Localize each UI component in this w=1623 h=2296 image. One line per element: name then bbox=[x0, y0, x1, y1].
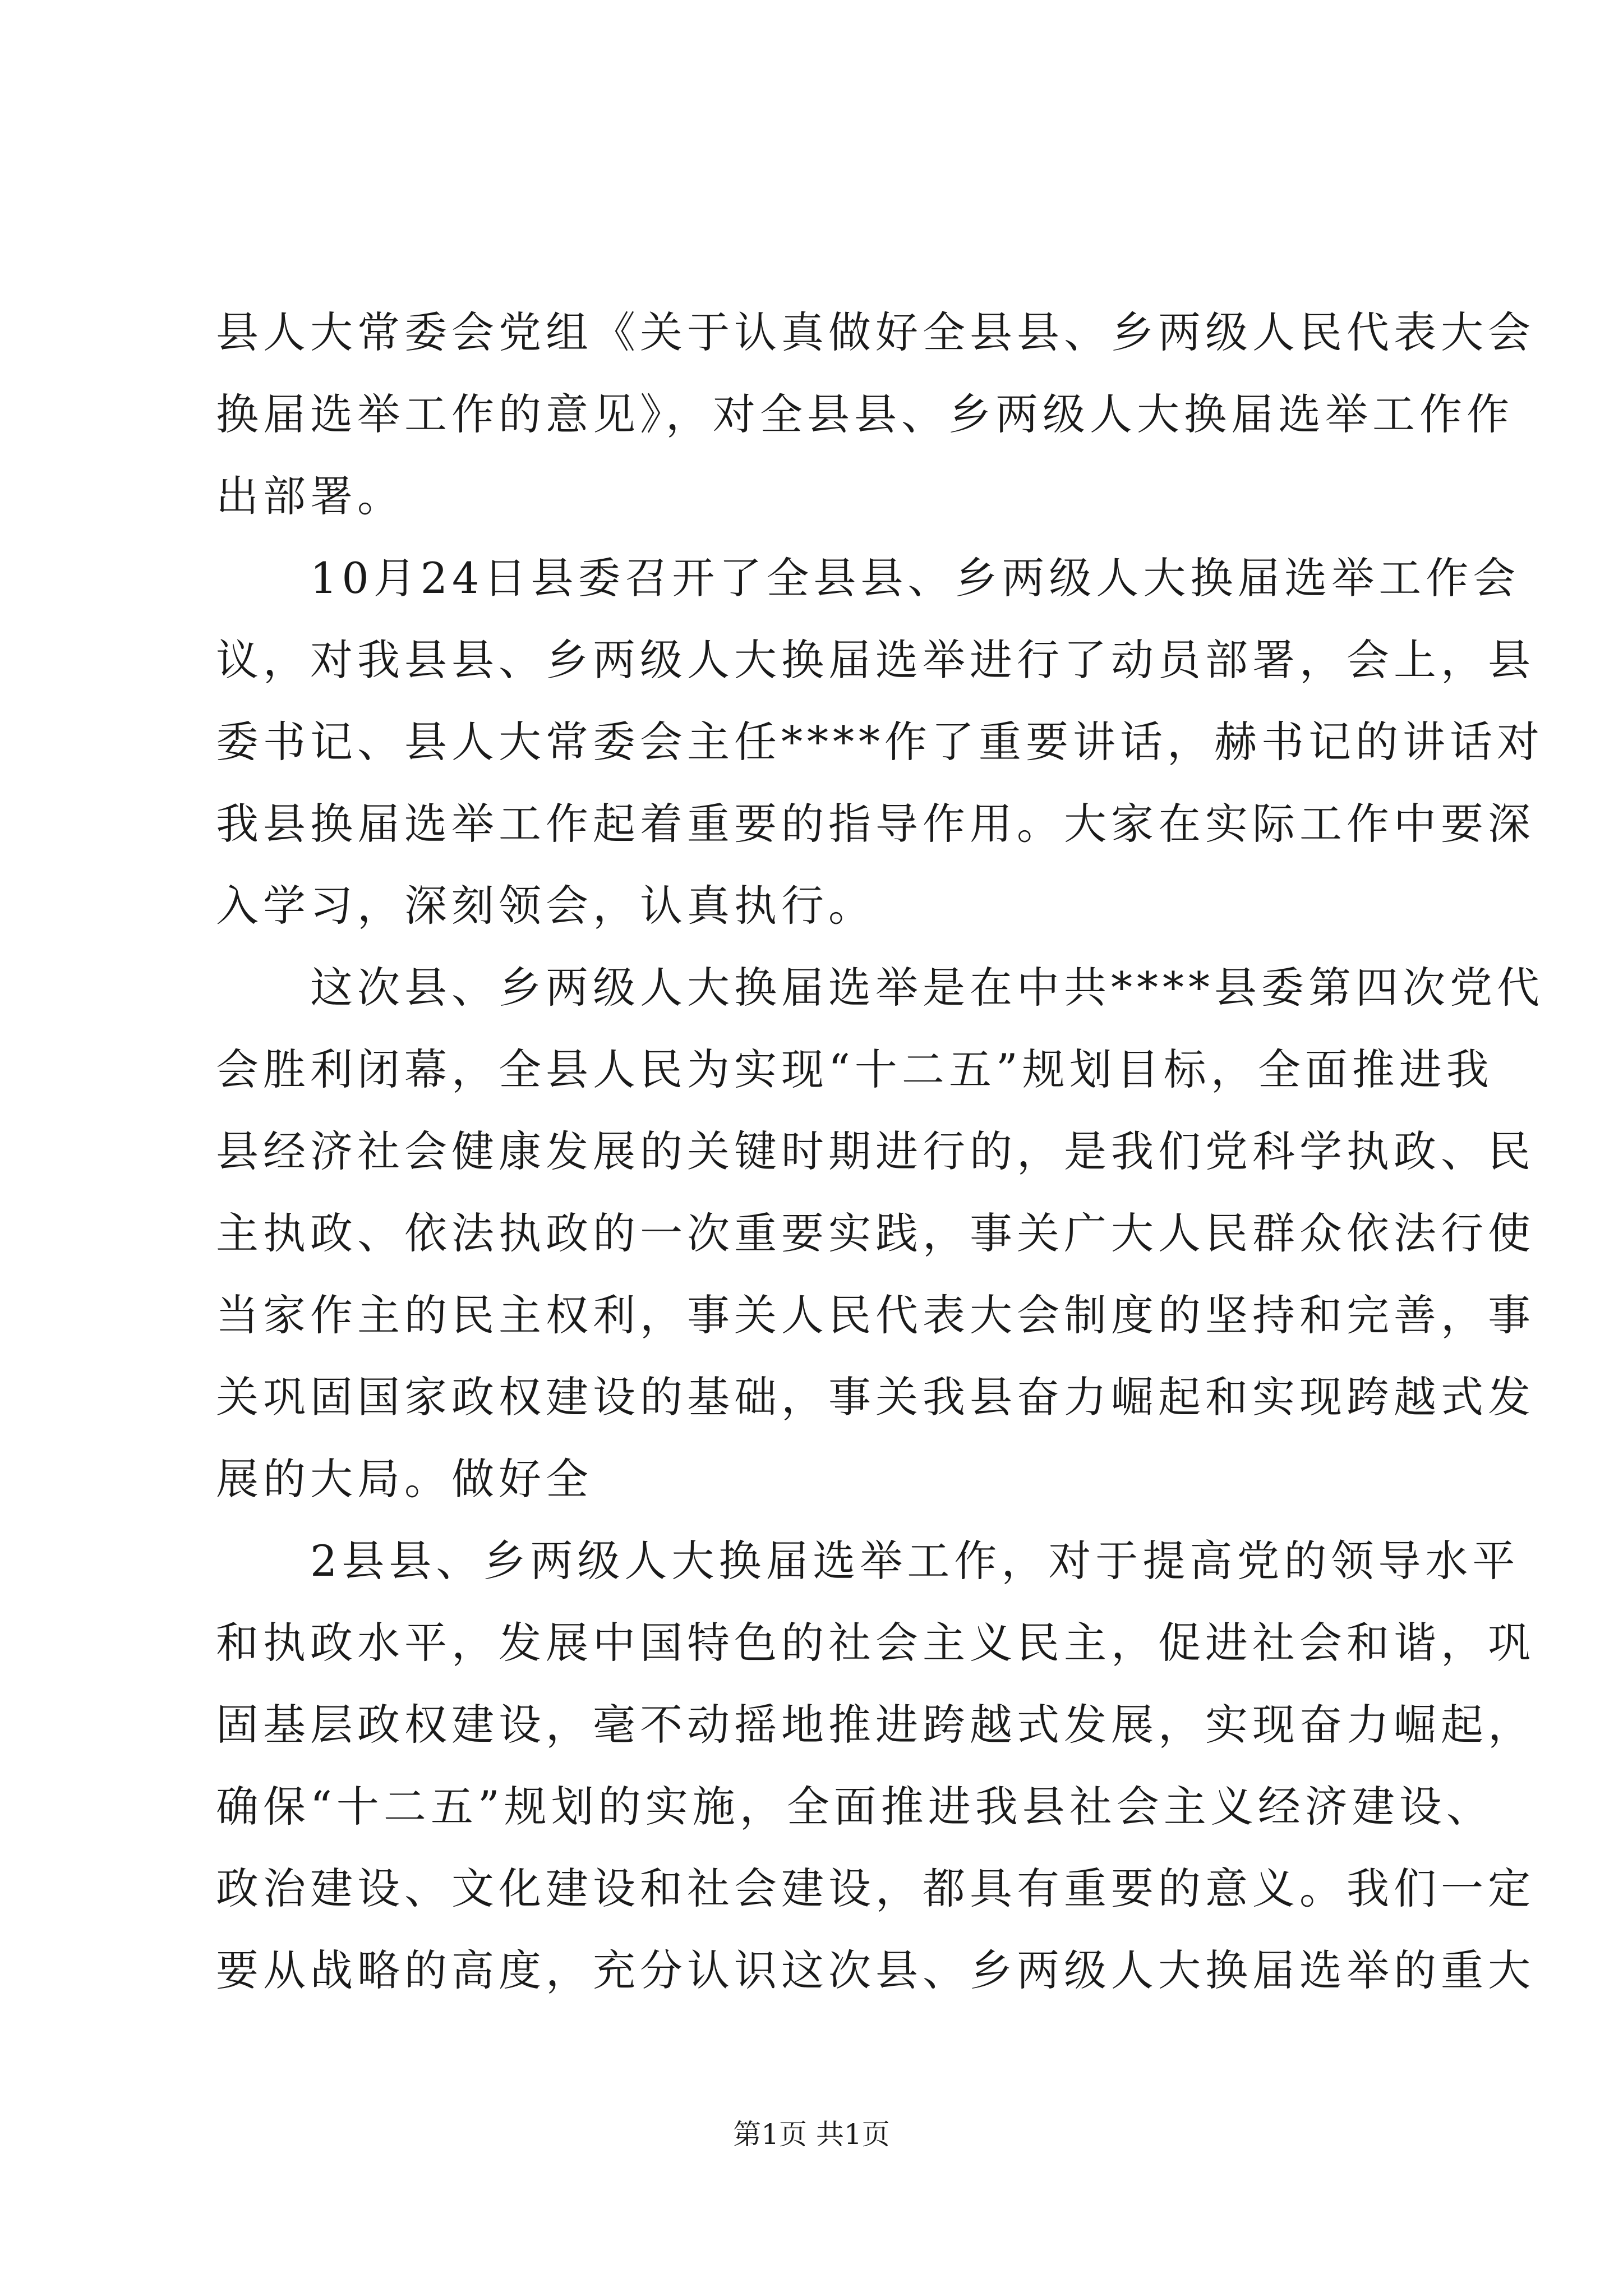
text-line: 会胜利闭幕，全县人民为实现“十二五”规划目标，全面推进我 bbox=[216, 1045, 1493, 1094]
text-line: 展的大局。做好全 bbox=[216, 1454, 593, 1504]
paragraph-first-line: 这次县、乡两级人大换届选举是在中共****县委第四次党代 bbox=[310, 963, 1544, 1013]
paragraph-first-line: 2县县、乡两级人大换届选举工作，对于提高党的领导水平 bbox=[310, 1536, 1520, 1586]
body-text bbox=[216, 292, 1544, 2012]
text-line: 主执政、依法执政的一次重要实践，事关广大人民群众依法行使 bbox=[216, 1208, 1535, 1258]
text-line: 入学习，深刻领会，认真执行。 bbox=[216, 881, 875, 931]
page-footer bbox=[0, 2115, 1623, 2154]
text-line: 固基层政权建设，毫不动摇地推进跨越式发展，实现奋力崛起， bbox=[216, 1700, 1535, 1750]
text-line: 出部署。 bbox=[216, 471, 404, 521]
text-line: 我县换届选举工作起着重要的指导作用。大家在实际工作中要深 bbox=[216, 799, 1535, 849]
text-line: 委书记、县人大常委会主任****作了重要讲话，赫书记的讲话对 bbox=[216, 717, 1544, 767]
text-line: 政治建设、文化建设和社会建设，都具有重要的意义。我们一定 bbox=[216, 1864, 1535, 1913]
page-number-label: 第1页 共1页 bbox=[733, 2118, 890, 2151]
text-line: 要从战略的高度，充分认识这次县、乡两级人大换届选举的重大 bbox=[216, 1945, 1535, 1995]
text-line: 当家作主的民主权利，事关人民代表大会制度的坚持和完善，事 bbox=[216, 1290, 1535, 1340]
text-line: 县经济社会健康发展的关键时期进行的，是我们党科学执政、民 bbox=[216, 1126, 1535, 1176]
text-line: 县人大常委会党组《关于认真做好全县县、乡两级人民代表大会 bbox=[216, 307, 1535, 357]
text-line: 议，对我县县、乡两级人大换届选举进行了动员部署，会上，县 bbox=[216, 635, 1535, 685]
paragraph-first-line: 10月24日县委召开了全县县、乡两级人大换届选举工作会 bbox=[310, 553, 1520, 603]
text-line: 关巩固国家政权建设的基础，事关我县奋力崛起和实现跨越式发 bbox=[216, 1372, 1535, 1422]
text-line: 换届选举工作的意见》，对全县县、乡两级人大换届选举工作作 bbox=[216, 389, 1514, 439]
text-line: 和执政水平，发展中国特色的社会主义民主，促进社会和谐，巩 bbox=[216, 1618, 1535, 1668]
text-line: 确保“十二五”规划的实施，全面推进我县社会主义经济建设、 bbox=[216, 1782, 1493, 1832]
